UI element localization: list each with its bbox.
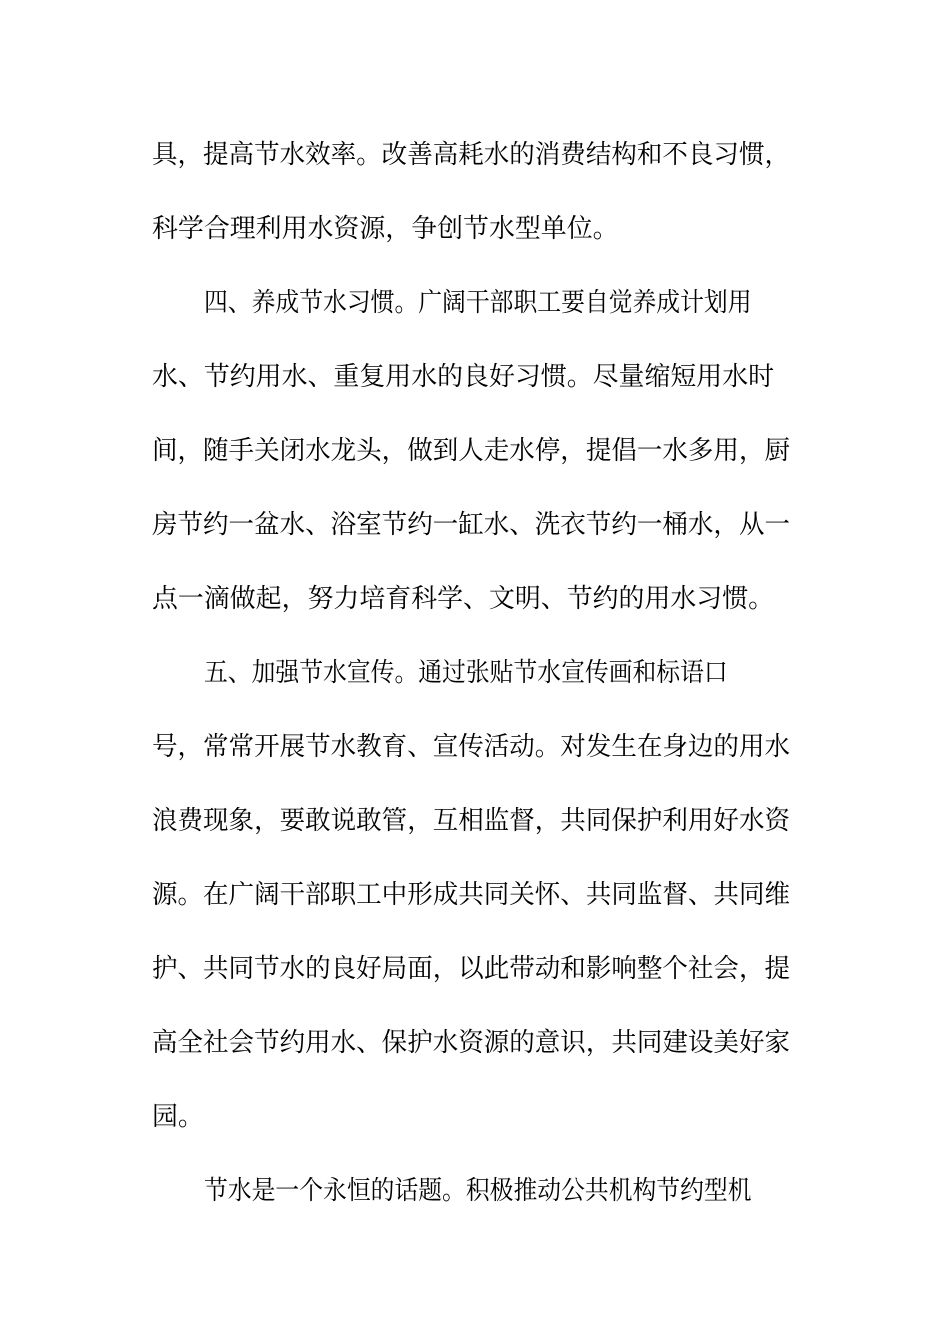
text-line: 高全社会节约用水、保护水资源的意识，共同建设美好家 bbox=[152, 1028, 790, 1058]
text-line: 房节约一盆水、浴室节约一缸水、洗衣节约一桶水，从一 bbox=[152, 510, 790, 540]
text-line: 点一滴做起，努力培育科学、文明、节约的用水习惯。 bbox=[152, 584, 775, 614]
text-line: 间，随手关闭水龙头，做到人走水停，提倡一水多用，厨 bbox=[152, 436, 790, 466]
text-line: 源。在广阔干部职工中形成共同关怀、共同监督、共同维 bbox=[152, 880, 790, 910]
text-line: 水、节约用水、重复用水的良好习惯。尽量缩短用水时 bbox=[152, 362, 775, 392]
paragraph-start-line: 四、养成节水习惯。广阔干部职工要自觉养成计划用 bbox=[204, 288, 752, 318]
text-line: 具，提高节水效率。改善高耗水的消费结构和不良习惯， bbox=[152, 140, 790, 170]
text-line: 园。 bbox=[152, 1102, 204, 1132]
paragraph-start-line: 节水是一个永恒的话题。积极推动公共机构节约型机 bbox=[204, 1176, 752, 1206]
text-line: 浪费现象，要敢说敢管，互相监督，共同保护利用好水资 bbox=[152, 806, 790, 836]
text-line: 科学合理利用水资源，争创节水型单位。 bbox=[152, 214, 619, 244]
text-line: 护、共同节水的良好局面，以此带动和影响整个社会，提 bbox=[152, 954, 790, 984]
paragraph-start-line: 五、加强节水宣传。通过张贴节水宣传画和标语口 bbox=[204, 658, 728, 688]
text-line: 号，常常开展节水教育、宣传活动。对发生在身边的用水 bbox=[152, 732, 790, 762]
